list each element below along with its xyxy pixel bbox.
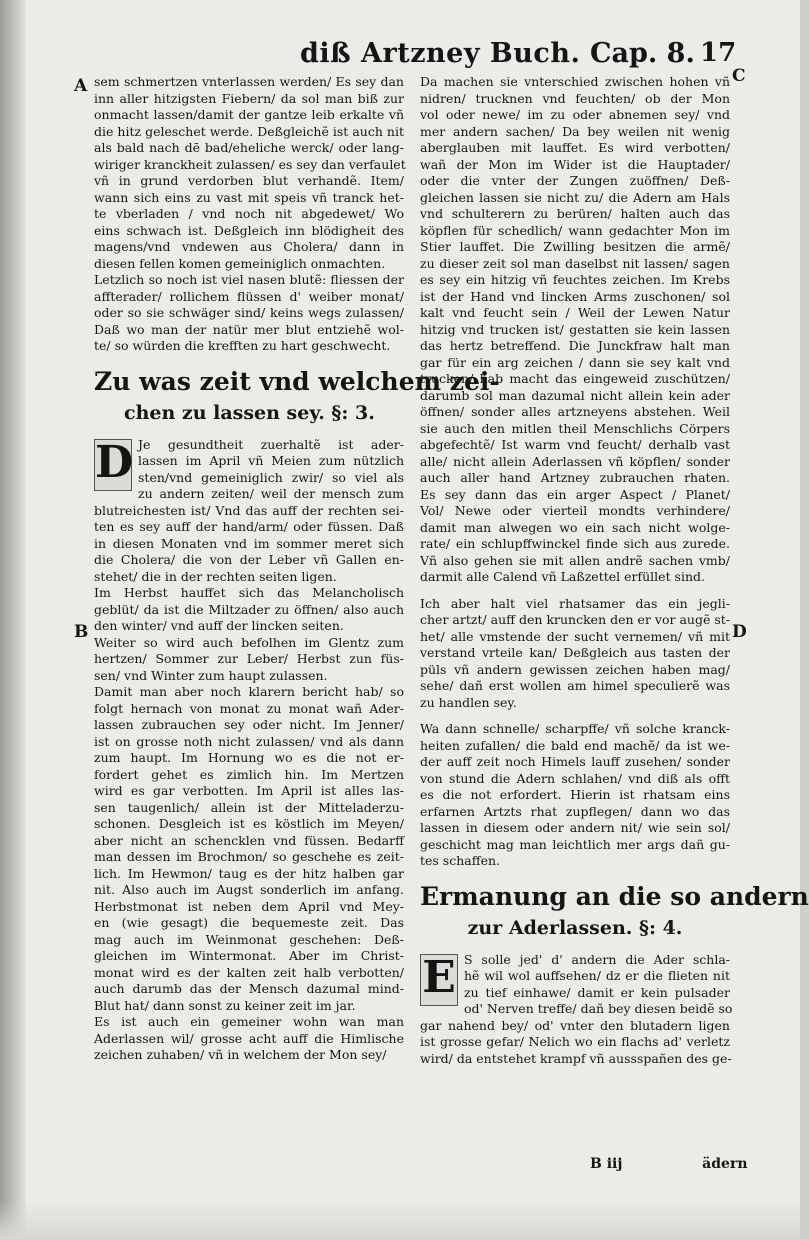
paragraph xyxy=(420,721,730,870)
text-line: der auff zeit noch Himels lauff zusehen/ sonder xyxy=(420,754,730,769)
text-line: man dessen im Brochmon/ so geschehe es zeit- xyxy=(94,849,404,864)
margin-letter-d: D xyxy=(732,622,747,642)
section-heading-sub: chen zu lassen sey. §: 3. xyxy=(124,401,375,424)
text-line: S solle jed' d' andern die Ader schla- xyxy=(464,951,730,967)
text-line: mag auch im Weinmonat geschehen: Deß- xyxy=(94,931,404,947)
text-line: zu tief einhawe/ damit er kein pulsader xyxy=(464,984,730,1000)
chapter-label: Cap. 8. xyxy=(590,38,695,69)
text-line: oder so sie schwäger sind/ keins wegs zulassen/ xyxy=(94,305,404,320)
text-line: Stier lauffet. Die Zwilling besitzen die armẽ/ xyxy=(420,239,730,254)
text-line: cher artzt/ auff den kruncken den er vor augẽ st- xyxy=(420,612,730,627)
text-line: vnd schulterern zu berüren/ halten auch das xyxy=(420,206,730,221)
text-line: gar für ein arg zeichen / dann sie sey kalt vnd xyxy=(420,354,730,370)
text-line: sie auch den mitlen theil Menschlichs Cörpers xyxy=(420,420,730,436)
text-line: tes schaffen. xyxy=(420,853,501,868)
text-line: ist der Hand vnd lincken Arms zuschonen/ sol xyxy=(420,288,730,304)
text-line: vol oder newe/ im zu oder abnemen sey/ vnd xyxy=(420,107,730,122)
text-line: hitzig vnd trucken ist/ gestatten sie kein lassen xyxy=(420,321,730,337)
text-line: Daß wo man der natür mer blut entziehẽ wol- xyxy=(94,321,404,337)
text-line: trucken/ hab macht das eingeweid zuschützen/ xyxy=(420,371,730,386)
text-line: fordert gehet es zimlich hin. Im Mertzen xyxy=(94,766,404,782)
text-line: die hitz geleschet werde. Deßgleichẽ ist auch nit xyxy=(94,123,404,139)
text-line: te/ so würden die krefften zu hart geschwecht. xyxy=(94,338,391,353)
margin-letter-c: C xyxy=(732,66,746,86)
text-line: sen taugenlich/ allein ist der Mitteladerzu- xyxy=(94,799,404,815)
text-line: Da machen sie vnterschied zwischen hohen vñ xyxy=(420,74,730,89)
paragraph xyxy=(420,74,730,586)
text-line: vñ in grund verdorben blut verhandẽ. Item/ xyxy=(94,173,404,188)
text-line: wird es gar verbotten. Im April ist alles las- xyxy=(94,783,404,798)
paragraph xyxy=(94,272,404,355)
text-line: nidren/ trucknen vnd feuchten/ ob der Mon xyxy=(420,90,730,106)
text-line: te vberladen / vnd noch nit abgedewet/ Wo xyxy=(94,206,404,221)
text-line: aberglauben mit lauffet. Es wird verbotten/ xyxy=(420,140,730,155)
text-line: mer andern sachen/ Da bey weilen nit wenig xyxy=(420,123,730,139)
text-line: hẽ wil wol auffsehen/ dz er die flieten nit xyxy=(464,968,730,983)
section-heading: Zu was zeit vnd welchem zei- xyxy=(94,366,500,396)
text-line: wird/ da entstehet krampf vñ aussspañen des ge- xyxy=(420,1050,732,1066)
margin-letter-a: A xyxy=(74,76,88,96)
text-line: lich. Im Hewmon/ taug es der hitz halben gar xyxy=(94,865,404,881)
text-line: lassen zubrauchen sey oder nicht. Im Jenner/ xyxy=(94,717,404,732)
text-line: Herbstmonat ist neben dem April vnd Mey- xyxy=(94,898,404,914)
text-line: Je gesundtheit zuerhaltẽ ist ader- xyxy=(138,436,404,452)
text-line: wiriger kranckheit zulassen/ es sey dan verfaulet xyxy=(94,156,406,172)
text-line: als bald nach dē bad/eheliche werck/ oder lang- xyxy=(94,140,404,155)
text-line: sem schmertzen vnterlassen werden/ Es sey dan xyxy=(94,74,404,89)
text-line: monat wird es der kalten zeit halb verbotten/ xyxy=(94,964,404,980)
text-line: püls vñ andern gewissen zeichen haben mag/ xyxy=(420,661,730,677)
paragraph xyxy=(94,684,404,1014)
paragraph xyxy=(94,1014,404,1064)
text-line: köpflen für schedlich/ wann gedachter Mon im xyxy=(420,222,730,238)
text-line: sten/vnd gemeiniglich zwir/ so viel als xyxy=(138,469,404,485)
running-title: diß Artzney Buch. xyxy=(300,38,581,69)
text-line: darumb sol man dazumal nicht allein kein ader xyxy=(420,387,730,403)
text-line: oder die vnter der Zungen zuöffnen/ Deß- xyxy=(420,173,730,188)
text-line: das hertz betreffend. Die Junckfraw halt man xyxy=(420,338,730,353)
text-line: wann sich eins zu vast mit speis vñ tranck het- xyxy=(94,189,404,205)
text-line: zum haupt. Im Hornung wo es die not er- xyxy=(94,750,404,765)
paragraph xyxy=(420,596,730,712)
text-line: rate/ ein schlupffwinckel finde sich aus zurede. xyxy=(420,536,730,551)
text-line: lassen im April vñ Meien zum nützlich xyxy=(138,453,404,468)
paragraph xyxy=(94,635,404,685)
text-line: auch darumb das der Mensch dazumal mind- xyxy=(94,981,404,996)
text-line: zeichen zuhaben/ vñ in welchem der Mon sey/ xyxy=(94,1047,387,1062)
text-line: het/ alle vmstende der sucht vernemen/ vñ mit xyxy=(420,628,730,644)
text-line: es sey ein hitzig vñ feuchtes zeichen. Im Krebs xyxy=(420,272,730,287)
text-line: öffnen/ sonder alles artzneyens abstehen. Weil xyxy=(420,404,730,419)
text-line: geblüt/ da ist die Miltzader zu öffnen/ also auch xyxy=(94,601,404,617)
text-line: blutreichesten ist/ Vnd das auff der rechten sei- xyxy=(94,502,404,518)
paragraph xyxy=(420,951,733,1068)
text-line: schonen. Desgleich ist es köstlich im Meyen/ xyxy=(94,816,404,831)
text-line: eins schwach ist. Deßgleich inn blödigheit des xyxy=(94,222,404,238)
text-line: ist grosse gefar/ Nelich wo ein flachs ad' verletz xyxy=(420,1034,730,1049)
catchword: ädern xyxy=(702,1156,748,1172)
text-line: ten es sey auff der hand/arm/ oder füssen. Daß xyxy=(94,519,404,534)
text-line: abgefechtẽ/ Ist warm vnd feucht/ derhalb vast xyxy=(420,437,730,452)
page-gutter-shadow xyxy=(0,0,26,1239)
text-line: gar nahend bey/ od' vnter den blutadern ligen xyxy=(420,1017,730,1033)
text-line: od' Nerven treffe/ dañ bey diesen beidẽ so xyxy=(464,1001,733,1016)
text-line: erfarnen Artzts rhat zupflegen/ dann wo das xyxy=(420,803,730,819)
text-line: die Cholera/ die von der Leber vñ Gallen en- xyxy=(94,552,404,567)
text-line: in diesen Monaten vnd im sommer meret sich xyxy=(94,535,404,551)
text-line: Vñ also gehen sie mit allen andrẽ sachen vmb/ xyxy=(420,552,730,568)
text-line: hertzen/ Sommer zur Leber/ Herbst zun füs- xyxy=(94,651,404,666)
text-line: sen/ vnd Winter zum haupt zulassen. xyxy=(94,667,328,683)
spacer xyxy=(420,870,730,880)
text-line: inn aller hitzigsten Fiebern/ da sol man biß zur xyxy=(94,90,404,106)
text-line: wañ der Mon im Wider ist die Hauptader/ xyxy=(420,156,730,172)
text-line: verstand vrteile kan/ Deßgleich aus tasten der xyxy=(420,645,730,660)
folio-number: 17 xyxy=(700,38,737,68)
text-line: diesen fellen komen gemeiniglich onmachten. xyxy=(94,255,386,271)
text-line: folgt hernach von monat zu monat wañ Ader- xyxy=(94,700,404,716)
text-line: en (wie gesagt) die bequemeste zeit. Das xyxy=(94,915,404,930)
text-line: affterader/ rollichem flüssen d' weiber monat/ xyxy=(94,288,404,304)
text-line: zu andern zeiten/ weil der mensch zum xyxy=(138,486,404,501)
spacer xyxy=(420,586,730,596)
footer-signature-line xyxy=(590,1156,748,1172)
text-line: Aderlassen wil/ grosse acht auff die Himlische xyxy=(94,1030,404,1046)
paragraph xyxy=(94,585,404,635)
section-heading-sub: zur Aderlassen. §: 4. xyxy=(467,916,683,939)
text-line: nit. Also auch im Augst sonderlich im anfang. xyxy=(94,882,404,897)
text-line: damit man alwegen wo ein sach nicht wolge- xyxy=(420,519,730,535)
paragraph xyxy=(94,74,404,272)
spacer xyxy=(420,711,730,721)
text-line: aber nicht an schencklen vnd füssen. Bedarff xyxy=(94,832,404,848)
text-line: ist on grosse noth nicht zulassen/ vnd als dann xyxy=(94,733,404,749)
text-line: zu dieser zeit sol man daselbst nit lassen/ sagen xyxy=(420,255,730,271)
signature-mark: B iij xyxy=(590,1156,623,1172)
text-line: Im Herbst hauffet sich das Melancholisch xyxy=(94,585,404,600)
text-line: gleichen im Wintermonat. Aber im Christ- xyxy=(94,948,404,963)
right-column xyxy=(420,74,809,1067)
text-line: heiten zufallen/ die bald end machẽ/ da ist we- xyxy=(420,737,730,753)
text-line: Ich aber halt viel rhatsamer das ein jegli- xyxy=(420,595,730,611)
paragraph xyxy=(94,437,404,586)
text-line: sehe/ dañ erst wollen am himel speculierẽ was xyxy=(420,678,730,693)
page-bottom-shadow xyxy=(0,1199,800,1239)
text-line: Vol/ Newe oder vierteil mondts verhindere/ xyxy=(420,503,730,518)
text-line: auch aller hand Artzney zubrauchen rhaten. xyxy=(420,470,730,485)
spacer xyxy=(94,427,404,437)
text-line: alle/ nicht allein Aderlassen vñ köpflen/ sonder xyxy=(420,453,730,469)
text-line: onmacht lassen/damit der gantze leib erkalte vñ xyxy=(94,107,404,122)
text-line: von stund die Adern schlahen/ vnd diß als offt xyxy=(420,770,730,786)
text-line: kalt vnd feucht sein / Weil der Lewen Natur xyxy=(420,305,730,320)
text-line: Blut hat/ dann sonst zu keiner zeit im jar. xyxy=(94,997,356,1013)
text-line: den winter/ vnd auff der lincken seiten. xyxy=(94,618,344,633)
decorated-initial: D xyxy=(94,439,132,491)
text-line: darmit alle Calend vñ Laßzettel erfüllet sind. xyxy=(420,569,705,584)
text-line: Wa dann schnelle/ scharpffe/ vñ solche kranck- xyxy=(420,721,730,736)
text-line: lassen in diesem oder andern nit/ wie sein sol/ xyxy=(420,820,730,835)
text-line: Damit man aber noch klarern bericht hab/ so xyxy=(94,684,404,699)
text-line: Letzlich so noch ist viel nasen blutẽ: fliessen der xyxy=(94,272,404,287)
text-line: Es ist auch ein gemeiner wohn wan man xyxy=(94,1014,404,1029)
text-line: stehet/ die in der rechten seiten ligen. xyxy=(94,568,337,584)
margin-letter-b: B xyxy=(74,622,89,642)
spacer xyxy=(420,942,730,952)
text-line: gleichen lassen sie nicht zu/ die Adern am Hals xyxy=(420,189,730,205)
text-line: Weiter so wird auch befolhen im Glentz zum xyxy=(94,634,404,650)
section-heading: Ermanung an die so andern xyxy=(420,881,809,911)
text-line: Es sey dann das ein arger Aspect / Planet/ xyxy=(420,486,730,502)
text-line: zu handlen sey. xyxy=(420,694,517,710)
text-line: geschicht mag man leichtlich mer args dañ gu- xyxy=(420,836,730,852)
decorated-initial: E xyxy=(420,954,458,1006)
spacer xyxy=(94,355,404,365)
text-line: magens/vnd vndewen aus Cholera/ dann in xyxy=(94,239,404,254)
text-line: es die not erfordert. Hierin ist rhatsam eins xyxy=(420,787,730,802)
